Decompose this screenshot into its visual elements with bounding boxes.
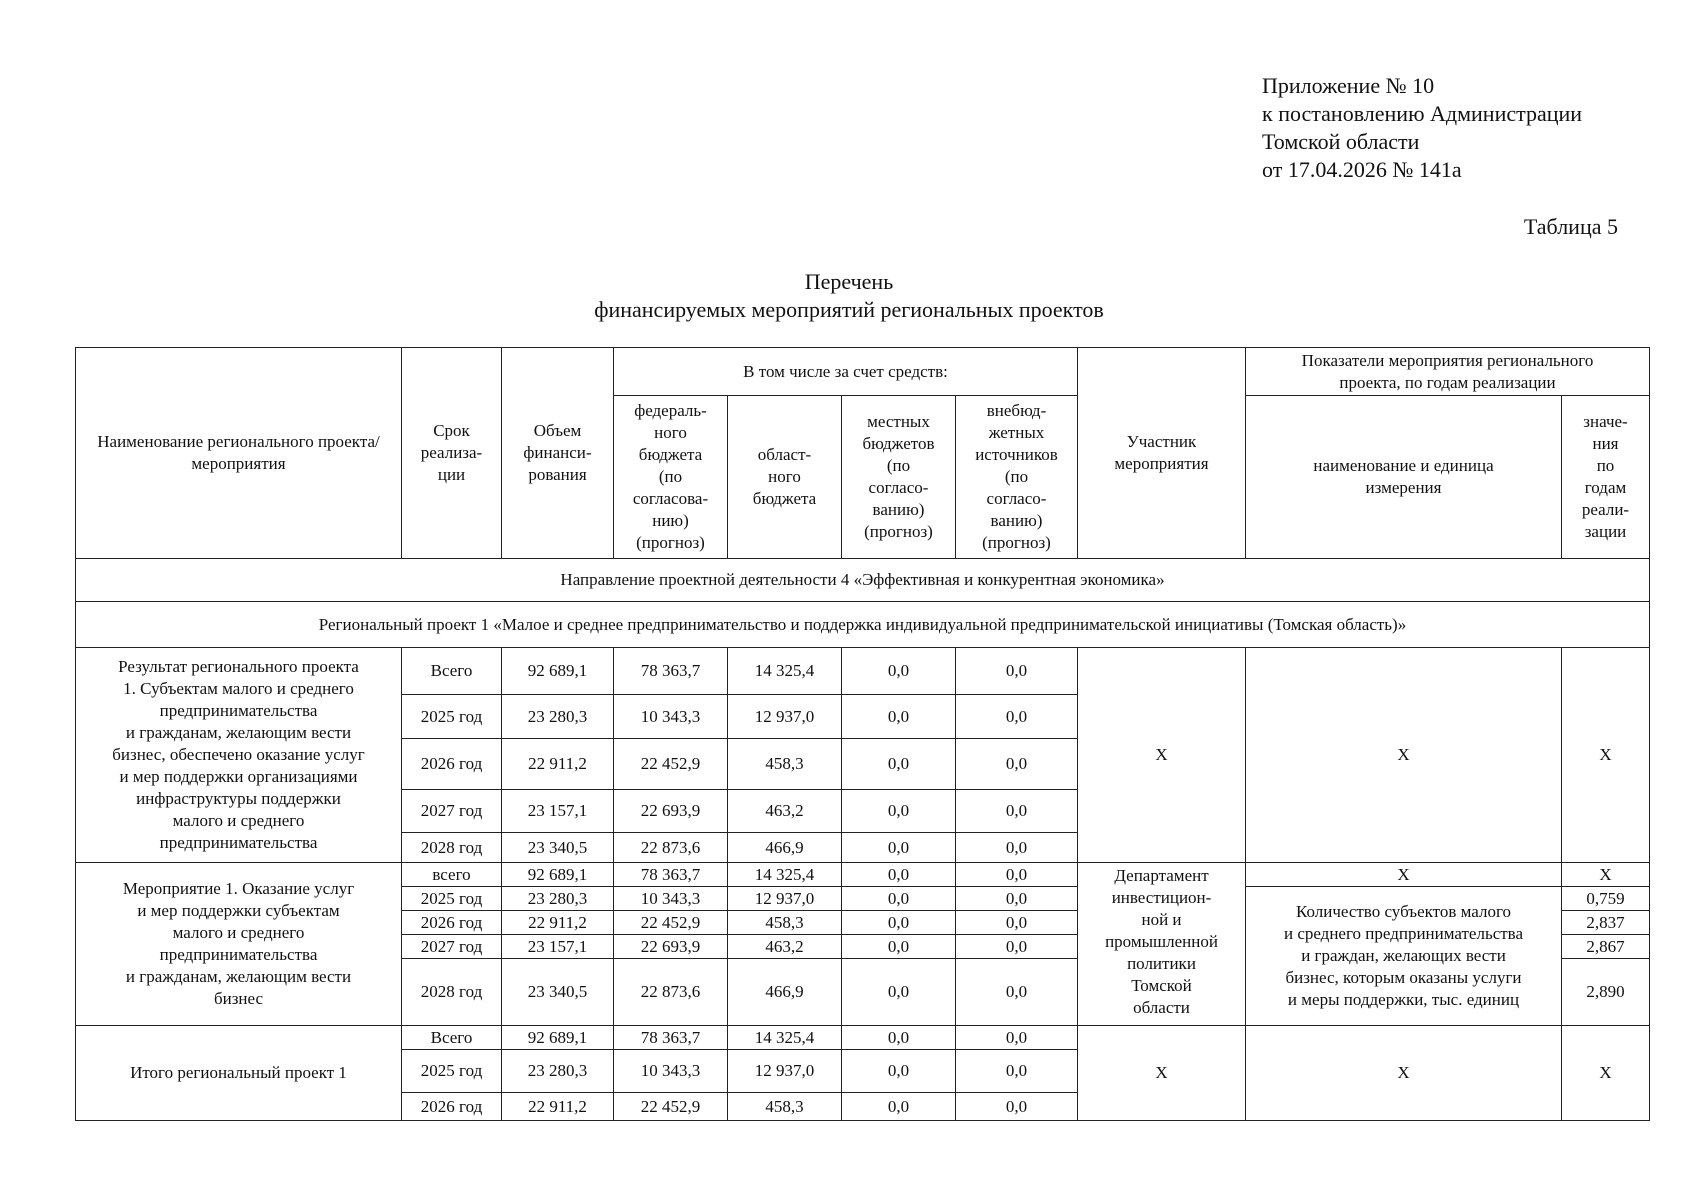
header-participant	[1078, 348, 1246, 559]
text-line: реали-	[1581, 500, 1630, 519]
text-line: зации	[1584, 522, 1627, 541]
header-ind-values	[1562, 396, 1650, 559]
measure-ind-value: 0,759	[1562, 887, 1650, 911]
text-line: мероприятия	[1114, 454, 1209, 473]
text-line: внебюд-	[986, 401, 1047, 420]
total-volume: 22 911,2	[502, 1093, 614, 1121]
header-federal	[614, 396, 728, 559]
measure-ind-name	[1246, 887, 1562, 1026]
text-line: и меры поддержки, тыс. единиц	[1287, 990, 1520, 1009]
text-line: ной и	[1141, 910, 1182, 929]
text-line: Участник	[1126, 432, 1197, 451]
total-federal: 78 363,7	[614, 1026, 728, 1050]
result-federal: 10 343,3	[614, 695, 728, 739]
text-line: област-	[757, 445, 812, 464]
text-line: (прогноз)	[982, 533, 1051, 552]
measure-local: 0,0	[842, 887, 956, 911]
text-line: бизнес, которым оказаны услуги	[1285, 968, 1522, 987]
text-line: нию)	[652, 511, 689, 530]
text-line: жетных	[988, 423, 1045, 442]
measure-volume: 23 280,3	[502, 887, 614, 911]
measure-period: всего	[402, 863, 502, 887]
text-line: (по	[886, 456, 911, 475]
total-local: 0,0	[842, 1093, 956, 1121]
result-federal: 78 363,7	[614, 648, 728, 695]
result-volume: 92 689,1	[502, 648, 614, 695]
appendix-line: к постановлению Администрации	[1262, 101, 1583, 126]
text-line: и граждан, желающих вести	[1301, 946, 1506, 965]
header-regional	[728, 396, 842, 559]
text-line: бюджетов	[862, 434, 935, 453]
text-line: проекта, по годам реализации	[1339, 372, 1556, 392]
measure-local: 0,0	[842, 935, 956, 959]
measure-extra: 0,0	[956, 911, 1078, 935]
measure-ind-value: 2,890	[1562, 959, 1650, 1026]
text-line: по	[1596, 456, 1615, 475]
result-participant: Х	[1078, 648, 1246, 863]
measure-volume: 22 911,2	[502, 911, 614, 935]
measure-period: 2025 год	[402, 887, 502, 911]
text-line: согласо-	[868, 478, 929, 497]
result-regional: 14 325,4	[728, 648, 842, 695]
total-extra: 0,0	[956, 1026, 1078, 1050]
measure-regional: 458,3	[728, 911, 842, 935]
result-period: 2028 год	[402, 833, 502, 863]
header-ind-name	[1246, 396, 1562, 559]
header-volume	[502, 348, 614, 559]
total-period: Всего	[402, 1026, 502, 1050]
measure-ind-value: 2,867	[1562, 935, 1650, 959]
total-volume: 23 280,3	[502, 1050, 614, 1093]
text-line: ванию)	[872, 500, 925, 519]
text-line: и гражданам, желающим вести	[125, 723, 352, 742]
measure-federal: 22 693,9	[614, 935, 728, 959]
text-line: ции	[437, 465, 466, 484]
text-line: бюджета	[752, 489, 817, 508]
measure-extra: 0,0	[956, 959, 1078, 1026]
result-local: 0,0	[842, 833, 956, 863]
result-period: 2026 год	[402, 739, 502, 790]
text-line: бизнес, обеспечено оказание услуг	[112, 745, 365, 764]
total-name: Итого региональный проект 1	[76, 1026, 402, 1121]
text-line: Срок	[433, 421, 470, 440]
direction-row: Направление проектной деятельности 4 «Эффективная и конкурентная экономика»	[76, 559, 1650, 602]
measure-local: 0,0	[842, 863, 956, 887]
text-line: 1. Субъектам малого и среднего	[123, 679, 354, 698]
result-regional: 458,3	[728, 739, 842, 790]
text-line: (по	[1004, 467, 1029, 486]
measure-participant	[1078, 863, 1246, 1026]
measure-extra: 0,0	[956, 863, 1078, 887]
measure-extra: 0,0	[956, 935, 1078, 959]
total-extra: 0,0	[956, 1050, 1078, 1093]
result-regional: 466,9	[728, 833, 842, 863]
text-line: ния	[1592, 434, 1619, 453]
result-regional: 463,2	[728, 790, 842, 833]
header-name	[76, 348, 402, 559]
text-line: финанси-	[523, 443, 592, 462]
text-line: (по	[658, 467, 683, 486]
measure-ind-name-total: Х	[1246, 863, 1562, 887]
header-including: В том числе за счет средств:	[614, 348, 1078, 396]
text-line: и мер поддержки субъектам	[137, 901, 340, 920]
project-row: Региональный проект 1 «Малое и среднее предпринимательство и поддержка индивидуальной предпринимательской инициативы (Томская область)»	[76, 602, 1650, 648]
text-line: предпринимательства	[159, 701, 318, 720]
text-line: местных	[867, 412, 930, 431]
text-line: бюджета	[638, 445, 703, 464]
text-line: ванию)	[990, 511, 1043, 530]
measure-volume: 23 157,1	[502, 935, 614, 959]
result-period: Всего	[402, 648, 502, 695]
text-line: (прогноз)	[864, 522, 933, 541]
text-line: Количество субъектов малого	[1295, 902, 1512, 921]
text-line: согласо-	[986, 489, 1047, 508]
result-local: 0,0	[842, 695, 956, 739]
total-participant: Х	[1078, 1026, 1246, 1121]
measure-federal: 78 363,7	[614, 863, 728, 887]
text-line: политики	[1127, 954, 1196, 973]
header-local	[842, 396, 956, 559]
result-federal: 22 693,9	[614, 790, 728, 833]
total-federal: 10 343,3	[614, 1050, 728, 1093]
text-line: рования	[528, 465, 587, 484]
total-period: 2026 год	[402, 1093, 502, 1121]
header-extra	[956, 396, 1078, 559]
document-title	[0, 268, 1698, 324]
title-line-1: Перечень	[804, 269, 894, 294]
measure-volume: 92 689,1	[502, 863, 614, 887]
text-line: бизнес	[213, 989, 264, 1008]
result-ind-name: Х	[1246, 648, 1562, 863]
measure-federal: 10 343,3	[614, 887, 728, 911]
text-line: значе-	[1583, 412, 1628, 431]
text-line: Показатели мероприятия регионального	[1301, 350, 1594, 370]
text-line: инфраструктуры поддержки	[136, 789, 341, 808]
text-line: ного	[654, 423, 687, 442]
appendix-line: от 17.04.2026 № 141а	[1262, 157, 1462, 182]
total-period: 2025 год	[402, 1050, 502, 1093]
result-federal: 22 452,9	[614, 739, 728, 790]
measure-volume: 23 340,5	[502, 959, 614, 1026]
text-line: и среднего предпринимательства	[1283, 924, 1524, 943]
text-line: согласова-	[632, 489, 709, 508]
measure-extra: 0,0	[956, 887, 1078, 911]
result-extra: 0,0	[956, 833, 1078, 863]
result-volume: 23 157,1	[502, 790, 614, 833]
measure-local: 0,0	[842, 911, 956, 935]
result-period: 2027 год	[402, 790, 502, 833]
measure-local: 0,0	[842, 959, 956, 1026]
text-line: промышленной	[1105, 932, 1218, 951]
result-regional: 12 937,0	[728, 695, 842, 739]
measure-name	[76, 863, 402, 1026]
text-line: инвестицион-	[1111, 888, 1212, 907]
total-regional: 458,3	[728, 1093, 842, 1121]
text-line: и гражданам, желающим вести	[125, 967, 352, 986]
measure-period: 2026 год	[402, 911, 502, 935]
total-ind-name: Х	[1246, 1026, 1562, 1121]
text-line: ного	[768, 467, 801, 486]
text-line: Результат регионального проекта	[118, 657, 359, 676]
total-regional: 12 937,0	[728, 1050, 842, 1093]
measure-regional: 466,9	[728, 959, 842, 1026]
text-line: измерения	[1365, 478, 1442, 497]
result-local: 0,0	[842, 648, 956, 695]
text-line: предпринимательства	[159, 833, 318, 852]
appendix-block	[1262, 72, 1582, 184]
result-ind-value: Х	[1562, 648, 1650, 863]
text-line: Мероприятие 1. Оказание услуг	[122, 879, 355, 898]
total-ind-value: Х	[1562, 1026, 1650, 1121]
result-extra: 0,0	[956, 695, 1078, 739]
text-line: Объем	[533, 421, 582, 440]
projects-table	[75, 347, 1650, 1121]
appendix-line: Приложение № 10	[1262, 73, 1435, 98]
text-line: федераль-	[634, 401, 707, 420]
text-line: области	[1133, 998, 1190, 1017]
text-line: предпринимательства	[159, 945, 318, 964]
result-local: 0,0	[842, 739, 956, 790]
result-extra: 0,0	[956, 790, 1078, 833]
measure-regional: 463,2	[728, 935, 842, 959]
total-volume: 92 689,1	[502, 1026, 614, 1050]
appendix-line: Томской области	[1262, 129, 1420, 154]
result-period: 2025 год	[402, 695, 502, 739]
text-line: реализа-	[420, 443, 483, 462]
result-extra: 0,0	[956, 739, 1078, 790]
text-line: Департамент	[1114, 866, 1209, 885]
total-federal: 22 452,9	[614, 1093, 728, 1121]
measure-ind-value: 2,837	[1562, 911, 1650, 935]
measure-federal: 22 452,9	[614, 911, 728, 935]
measure-ind-value-total: Х	[1562, 863, 1650, 887]
measure-federal: 22 873,6	[614, 959, 728, 1026]
text-line: источников	[975, 445, 1058, 464]
text-line: Томской	[1131, 976, 1192, 995]
measure-period: 2028 год	[402, 959, 502, 1026]
text-line: (прогноз)	[636, 533, 705, 552]
text-line: малого и среднего	[172, 811, 305, 830]
text-line: годам	[1584, 478, 1627, 497]
total-regional: 14 325,4	[728, 1026, 842, 1050]
result-volume: 22 911,2	[502, 739, 614, 790]
result-volume: 23 340,5	[502, 833, 614, 863]
measure-period: 2027 год	[402, 935, 502, 959]
total-extra: 0,0	[956, 1093, 1078, 1121]
measure-regional: 12 937,0	[728, 887, 842, 911]
text-line: наименование и единица	[1313, 456, 1494, 475]
total-local: 0,0	[842, 1026, 956, 1050]
table-number: Таблица 5	[1523, 214, 1618, 239]
measure-regional: 14 325,4	[728, 863, 842, 887]
title-line-2: финансируемых мероприятий региональных проектов	[594, 297, 1104, 322]
header-name-text: Наименование регионального проекта/мероприятия	[97, 432, 380, 473]
text-line: и мер поддержки организациями	[119, 767, 358, 786]
header-indicators	[1246, 348, 1650, 396]
result-name	[76, 648, 402, 863]
result-volume: 23 280,3	[502, 695, 614, 739]
result-extra: 0,0	[956, 648, 1078, 695]
result-federal: 22 873,6	[614, 833, 728, 863]
text-line: малого и среднего	[172, 923, 305, 942]
total-local: 0,0	[842, 1050, 956, 1093]
result-local: 0,0	[842, 790, 956, 833]
header-period	[402, 348, 502, 559]
